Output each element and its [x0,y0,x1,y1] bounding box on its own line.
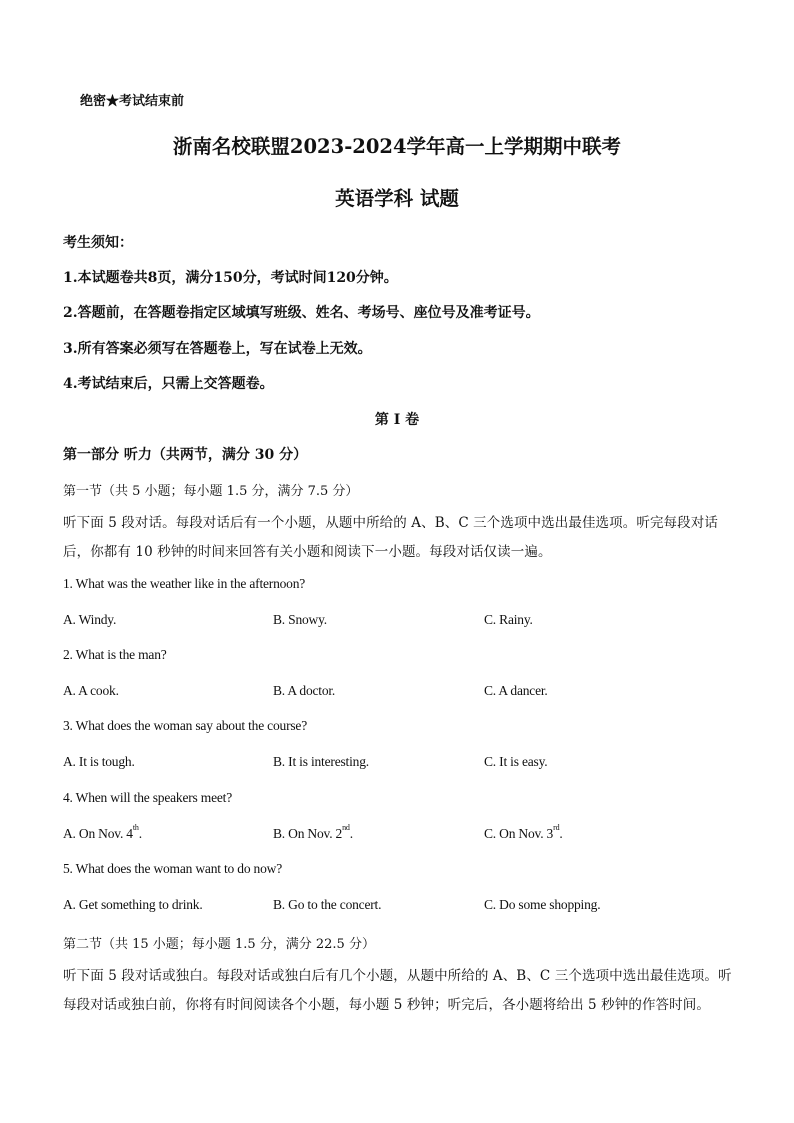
option-b: B. Snowy. [273,612,327,627]
option-c: C. A dancer. [484,683,548,698]
notice-item: 4.考试结束后，只需上交答题卷。 [63,376,274,392]
question-stem: 1. What was the weather like in the afternoon? [63,576,306,591]
section2-heading: 第二节（共 15 小题；每小题 1.5 分，满分 22.5 分） [63,937,375,952]
ordinal-suffix: th [132,823,139,832]
option-b: B. On Nov. 2nd. [273,823,353,841]
section1-heading: 第一节（共 5 小题；每小题 1.5 分，满分 7.5 分） [63,484,359,499]
option-text: C. On Nov. 3 [484,826,554,841]
section1-instructions: 听下面 5 段对话。每段对话后有一个小题，从题中所给的 A、B、C 三个选项中选出最佳选项。听完每段对话后，你都有 10 秒钟的时间来回答有关小题和阅读下一小题。每段对话仅读一遍。 [63,515,718,560]
ordinal-suffix: nd [342,823,350,832]
option-b: B. A doctor. [273,683,336,698]
confidential-mark: 绝密★考试结束前 [80,94,185,109]
part1-heading: 第一部分 听力（共两节，满分 30 分） [63,447,308,463]
option-c: C. It is easy. [484,754,548,769]
question-stem: 5. What does the woman want to do now? [63,861,282,876]
notice-heading: 考生须知： [63,235,133,251]
option-c: C. On Nov. 3rd. [484,823,563,841]
option-c: C. Rainy. [484,612,533,627]
question-stem: 2. What is the man? [63,647,167,662]
option-a: A. A cook. [63,683,119,698]
option-text: B. On Nov. 2 [273,826,343,841]
volume-label: 第 I 卷 [374,412,420,428]
question-stem: 4. When will the speakers meet? [63,790,232,805]
exam-subtitle: 英语学科 试题 [335,187,459,210]
option-a: A. Get something to drink. [63,897,203,912]
option-text: A. On Nov. 4 [63,826,133,841]
notice-item: 1.本试题卷共8页，满分150分，考试时间120分钟。 [63,270,398,286]
section2-instructions: 听下面 5 段对话或独白。每段对话或独白后有几个小题，从题中所给的 A、B、C 三个选项中选出最佳选项。听每段对话或独白前，你将有时间阅读各个小题，每小题 5 秒钟；听完后，各小题将给出 5 秒钟的作答时间。 [63,968,732,1013]
option-a: A. On Nov. 4th. [63,823,142,841]
option-c: C. Do some shopping. [484,897,601,912]
option-b: B. It is interesting. [273,754,369,769]
option-a: A. It is tough. [63,754,135,769]
notice-item: 3.所有答案必须写在答题卷上，写在试卷上无效。 [63,341,372,357]
ordinal-suffix: rd [553,823,560,832]
option-b: B. Go to the concert. [273,897,382,912]
option-a: A. Windy. [63,612,117,627]
notice-item: 2.答题前，在答题卷指定区域填写班级、姓名、考场号、座位号及准考证号。 [63,305,540,321]
exam-title: 浙南名校联盟2023-2024学年高一上学期期中联考 [172,135,622,158]
question-stem: 3. What does the woman say about the course? [63,718,308,733]
